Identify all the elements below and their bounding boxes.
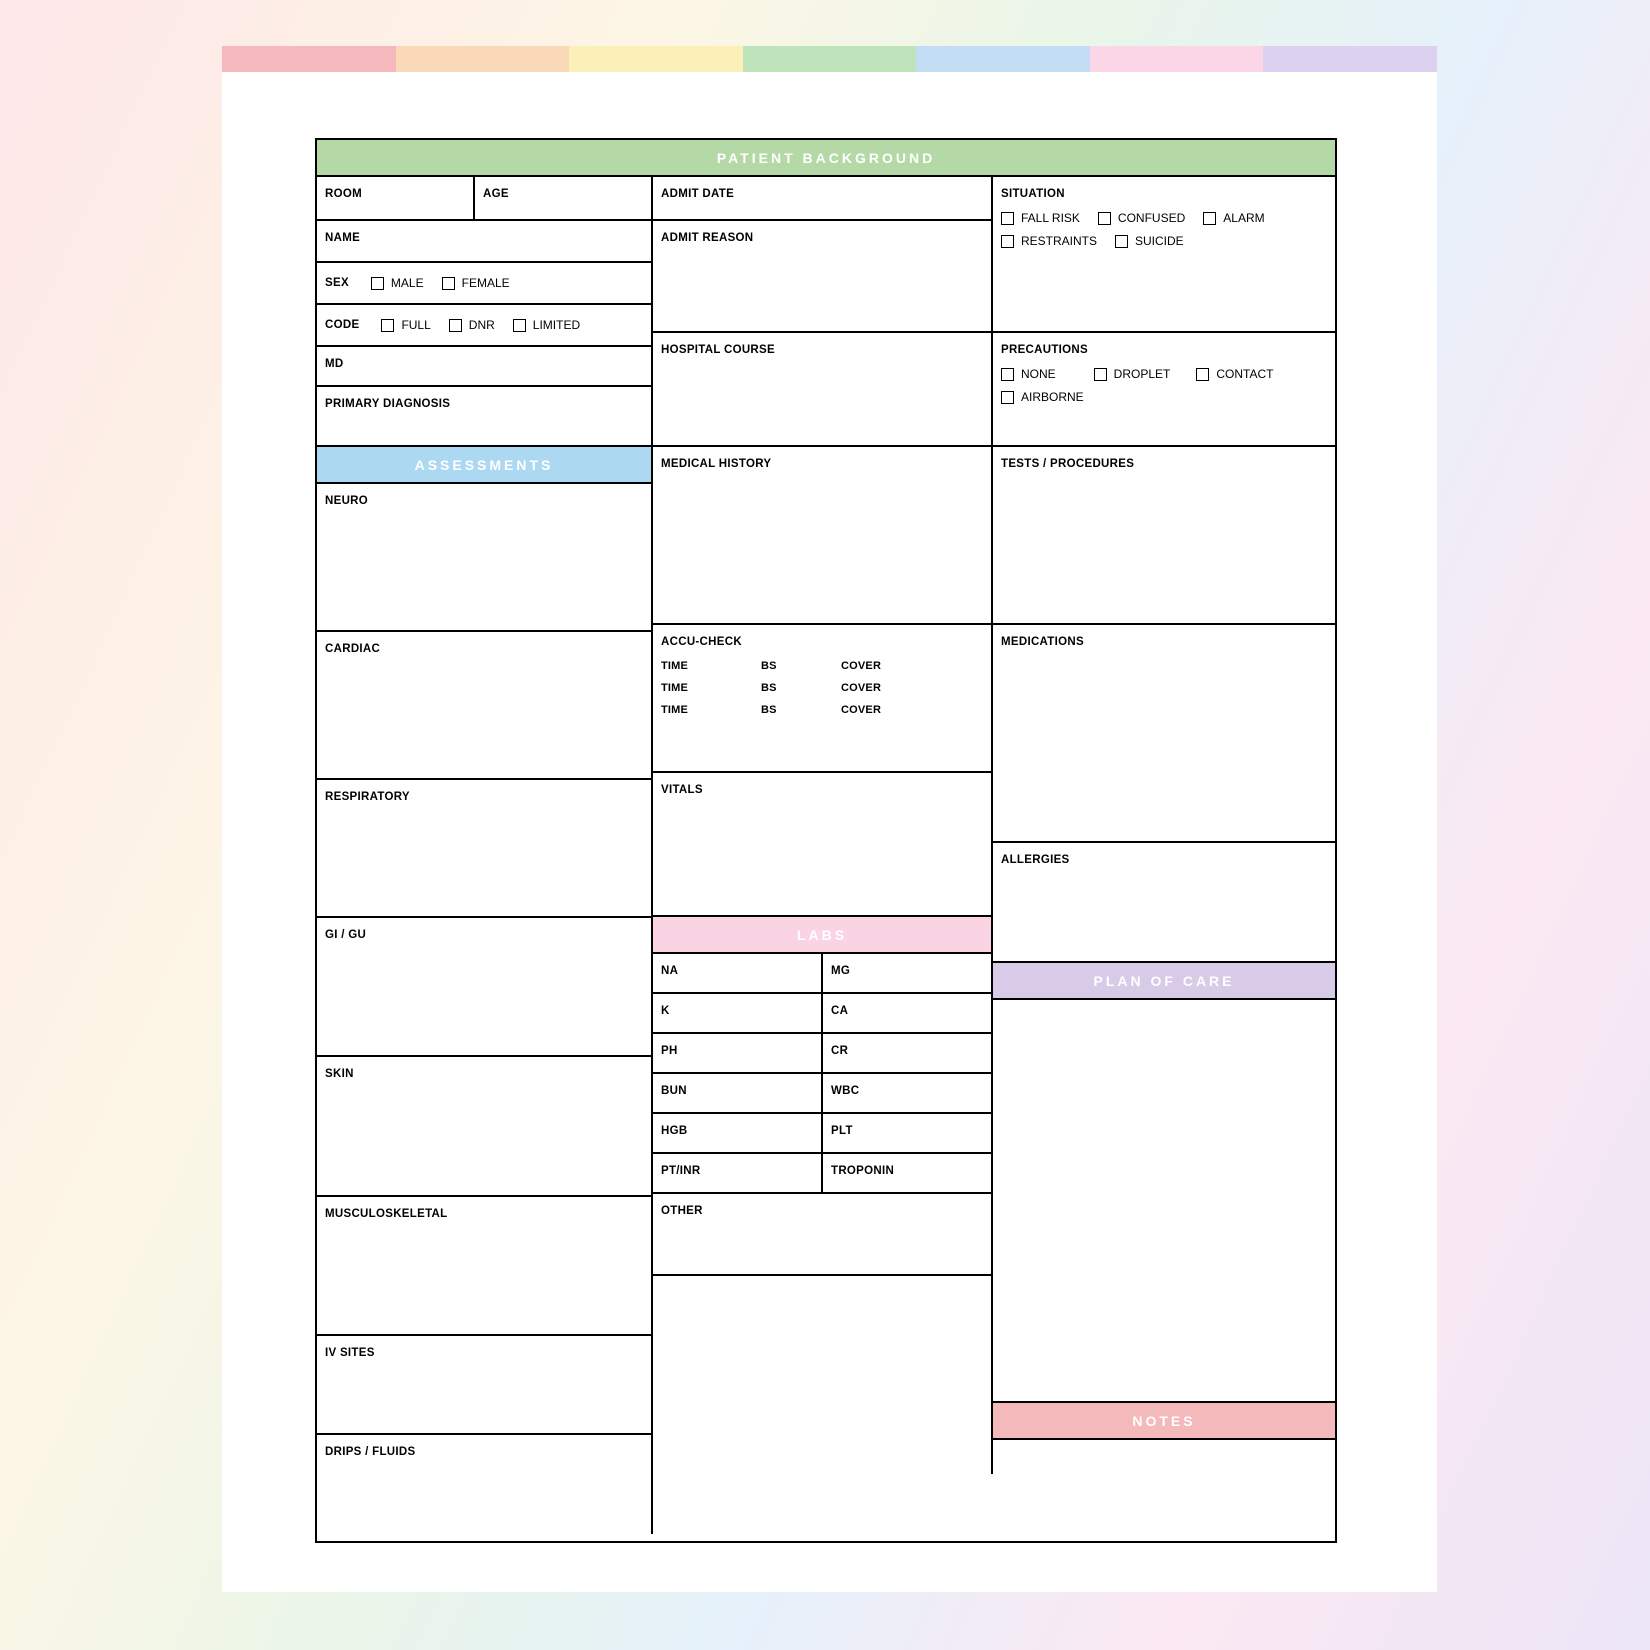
field-md[interactable]: MD [317,347,653,387]
checkbox-box[interactable] [1196,368,1209,381]
checkbox-full[interactable]: FULL [381,318,430,332]
section-header-labs: LABS [653,917,993,954]
checkbox-box[interactable] [1001,391,1014,404]
checkbox-box[interactable] [371,277,384,290]
lab-row [653,994,993,1034]
lab-row [653,1074,993,1114]
lab-cell-wbc[interactable]: WBC [823,1074,993,1114]
field-accu-check[interactable]: ACCU-CHECK TIME BS COVER TIME BS COVER TIME BS COVER [653,625,993,773]
checkbox-box[interactable] [1203,212,1216,225]
patient-background-middle [653,177,993,447]
checkbox-box[interactable] [381,319,394,332]
lab-cell-bun[interactable]: BUN [653,1074,823,1114]
patient-background-left [317,177,653,447]
lab-cell-mg[interactable]: MG [823,954,993,994]
checkbox-box[interactable] [1098,212,1111,225]
field-respiratory[interactable]: RESPIRATORY [317,780,653,918]
lab-row [653,1154,993,1194]
notes-spacer-left [653,1276,993,1474]
checkbox-box[interactable] [1001,368,1014,381]
field-musculoskeletal[interactable]: MUSCULOSKELETAL [317,1197,653,1336]
checkbox-box[interactable] [442,277,455,290]
lab-cell-hgb[interactable]: HGB [653,1114,823,1154]
accu-check-row: TIME BS COVER [661,660,882,672]
field-allergies[interactable]: ALLERGIES [993,843,1335,963]
patient-background-right [993,177,1335,447]
checkbox-male[interactable]: MALE [371,276,424,290]
checkbox-suicide[interactable]: SUICIDE [1115,234,1184,248]
lab-cell-ptinr[interactable]: PT/INR [653,1154,823,1194]
section-header-plan-of-care: PLAN OF CARE [993,963,1335,1000]
field-precautions[interactable]: PRECAUTIONS NONE DROPLET CONTACT AIRBORNE [993,333,1335,447]
field-situation[interactable]: SITUATION FALL RISK CONFUSED ALARM RESTRAINTS SUICIDE [993,177,1335,333]
section-header-assessments: ASSESSMENTS [317,447,653,484]
checkbox-box[interactable] [449,319,462,332]
field-admit-date[interactable]: ADMIT DATE [653,177,993,221]
field-tests-procedures[interactable]: TESTS / PROCEDURES [993,447,1335,625]
assessments-column [317,447,653,1600]
lab-row [653,1034,993,1074]
section-header-patient-background: PATIENT BACKGROUND [317,140,1335,177]
field-hospital-course[interactable]: HOSPITAL COURSE [653,333,993,447]
field-plan-of-care[interactable] [993,1000,1335,1403]
lab-cell-ph[interactable]: PH [653,1034,823,1074]
middle-column-lower [653,447,993,1600]
field-neuro[interactable]: NEURO [317,484,653,632]
checkbox-dnr[interactable]: DNR [449,318,495,332]
report-sheet [315,138,1337,1543]
field-cardiac[interactable]: CARDIAC [317,632,653,780]
lab-cell-na[interactable]: NA [653,954,823,994]
lab-cell-plt[interactable]: PLT [823,1114,993,1154]
checkbox-box[interactable] [513,319,526,332]
field-primary-diagnosis[interactable]: PRIMARY DIAGNOSIS [317,387,653,447]
checkbox-airborne[interactable]: AIRBORNE [1001,390,1084,404]
checkbox-female[interactable]: FEMALE [442,276,510,290]
lab-cell-ca[interactable]: CA [823,994,993,1034]
field-room[interactable]: ROOM [317,177,475,221]
checkbox-limited[interactable]: LIMITED [513,318,580,332]
field-age[interactable]: AGE [475,177,653,221]
field-name[interactable]: NAME [317,221,653,263]
right-column-lower [993,447,1335,1600]
field-notes[interactable] [993,1440,1335,1600]
field-drips-fluids[interactable]: DRIPS / FLUIDS [317,1435,653,1534]
field-code[interactable]: CODE FULL DNR LIMITED [317,305,653,347]
checkbox-contact[interactable]: CONTACT [1196,367,1273,381]
accu-check-row: TIME BS COVER [661,682,882,694]
checkbox-alarm[interactable]: ALARM [1203,211,1264,225]
checkbox-box[interactable] [1001,212,1014,225]
checkbox-droplet[interactable]: DROPLET [1094,367,1171,381]
checkbox-box[interactable] [1094,368,1107,381]
lab-row [653,1114,993,1154]
lab-row [653,954,993,994]
accu-check-row: TIME BS COVER [661,704,882,716]
lab-cell-cr[interactable]: CR [823,1034,993,1074]
checkbox-fall-risk[interactable]: FALL RISK [1001,211,1080,225]
checkbox-restraints[interactable]: RESTRAINTS [1001,234,1097,248]
lab-cell-k[interactable]: K [653,994,823,1034]
checkbox-box[interactable] [1115,235,1128,248]
checkbox-confused[interactable]: CONFUSED [1098,211,1185,225]
section-header-notes: NOTES [993,1403,1335,1440]
field-medical-history[interactable]: MEDICAL HISTORY [653,447,993,625]
field-sex[interactable]: SEX MALE FEMALE [317,263,653,305]
field-vitals[interactable]: VITALS [653,773,993,917]
field-labs-other[interactable]: OTHER [653,1194,993,1276]
field-iv-sites[interactable]: IV SITES [317,1336,653,1435]
field-medications[interactable]: MEDICATIONS [993,625,1335,843]
checkbox-none[interactable]: NONE [1001,367,1056,381]
field-admit-reason[interactable]: ADMIT REASON [653,221,993,333]
field-gi-gu[interactable]: GI / GU [317,918,653,1057]
lab-cell-troponin[interactable]: TROPONIN [823,1154,993,1194]
field-skin[interactable]: SKIN [317,1057,653,1197]
checkbox-box[interactable] [1001,235,1014,248]
